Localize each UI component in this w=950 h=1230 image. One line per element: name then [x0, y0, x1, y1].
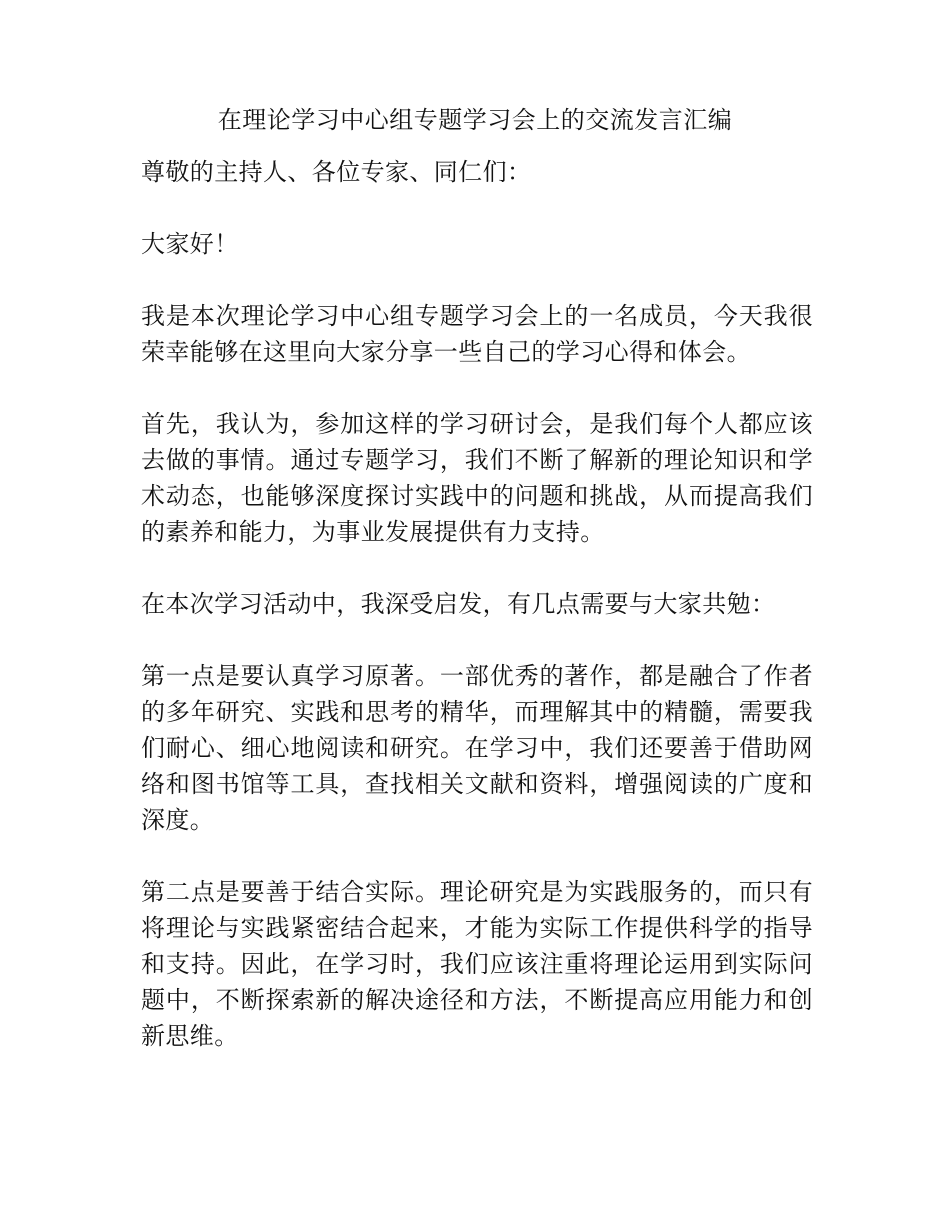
paragraph-first-view: 首先，我认为，参加这样的学习研讨会，是我们每个人都应该去做的事情。通过专题学习，我们不断了解新的理论知识和学术动态，也能够深度探讨实践中的问题和挑战，从而提高我们的素养和能力，为事业发展提供有力支持。 [141, 410, 813, 546]
document-title: 在理论学习中心组专题学习会上的交流发言汇编 [217, 106, 733, 134]
document-body [141, 154, 813, 1090]
paragraph-point-one: 第一点是要认真学习原著。一部优秀的著作，都是融合了作者的多年研究、实践和思考的精华，而理解其中的精髓，需要我们耐心、细心地阅读和研究。在学习中，我们还要善于借助网络和图书馆等工具，查找相关文献和资料，增强阅读的广度和深度。 [141, 662, 813, 834]
paragraph-introduction: 我是本次理论学习中心组专题学习会上的一名成员，今天我很荣幸能够在这里向大家分享一些自己的学习心得和体会。 [141, 302, 813, 366]
paragraph-salutation: 尊敬的主持人、各位专家、同仁们： [141, 158, 532, 186]
paragraph-points-intro: 在本次学习活动中，我深受启发，有几点需要与大家共勉： [141, 590, 776, 618]
paragraph-greeting: 大家好！ [141, 230, 239, 258]
paragraph-point-two: 第二点是要善于结合实际。理论研究是为实践服务的，而只有将理论与实践紧密结合起来，才能为实际工作提供科学的指导和支持。因此，在学习时，我们应该注重将理论运用到实际问题中，不断探索新的解决途径和方法，不断提高应用能力和创新思维。 [141, 878, 813, 1050]
